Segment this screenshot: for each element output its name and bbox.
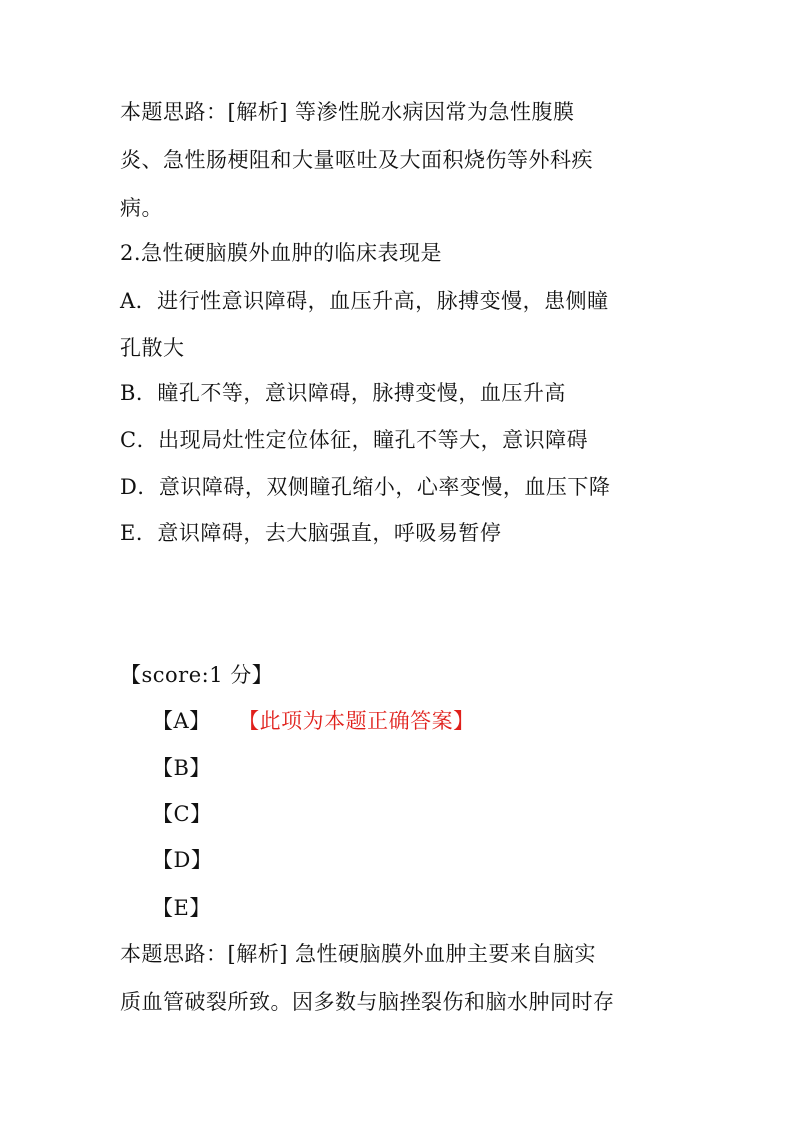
- correct-answer-note: 【此项为本题正确答案】: [248, 709, 475, 733]
- question-stem: 2.急性硬脑膜外血肿的临床表现是: [120, 241, 443, 265]
- explanation-2-line-2: 质血管破裂所致。因多数与脑挫裂伤和脑水肿同时存: [120, 990, 615, 1014]
- option-d: D．意识障碍，双侧瞳孔缩小，心率变慢，血压下降: [120, 475, 611, 499]
- answer-row-a: [152, 706, 475, 736]
- option-e: E．意识障碍，去大脑强直，呼吸易暂停: [120, 521, 502, 545]
- answer-label-d: 【D】: [152, 848, 213, 872]
- score-label: 【score:1 分】: [120, 663, 274, 687]
- explanation-1-line-3: 病。: [120, 196, 163, 220]
- explanation-2-line-1: 本题思路：[解析] 急性硬脑膜外血肿主要来自脑实: [120, 942, 597, 966]
- answer-label-c: 【C】: [152, 802, 212, 826]
- explanation-1-line-1: 本题思路：[解析] 等渗性脱水病因常为急性腹膜: [120, 100, 575, 124]
- option-a-line-1: A．进行性意识障碍，血压升高，脉搏变慢，患侧瞳: [120, 289, 609, 313]
- option-c: C．出现局灶性定位体征，瞳孔不等大，意识障碍: [120, 428, 589, 452]
- option-a-line-2: 孔散大: [120, 336, 185, 360]
- answer-label-b: 【B】: [152, 756, 211, 780]
- option-b: B．瞳孔不等，意识障碍，脉搏变慢，血压升高: [120, 381, 566, 405]
- answer-label-a: 【A】: [152, 709, 211, 733]
- explanation-1-line-2: 炎、急性肠梗阻和大量呕吐及大面积烧伤等外科疾: [120, 148, 593, 172]
- answer-label-e: 【E】: [152, 896, 211, 920]
